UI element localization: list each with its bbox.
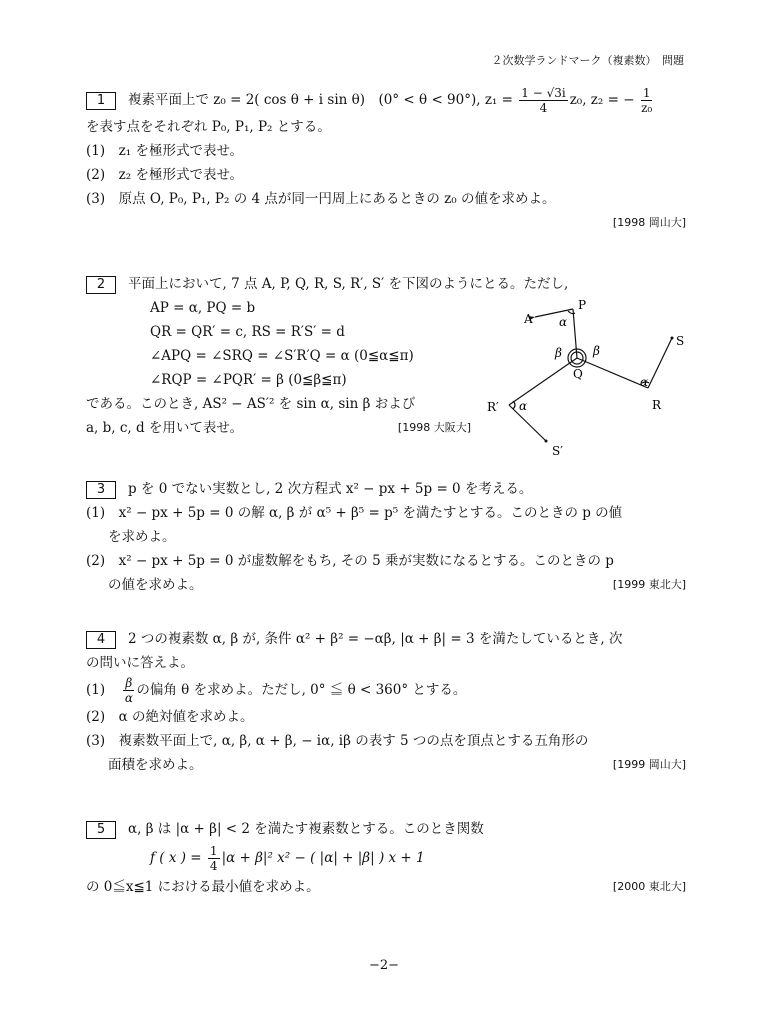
problem-text: α, β は |α + β| < 2 を満たす複素数とする。このとき関数 [128, 821, 484, 837]
question-item: (1) z₁ を極形式で表せ。 [86, 143, 244, 159]
problem-4 [86, 627, 686, 777]
segment-QR2 [509, 358, 577, 405]
problem-number: 2 [86, 276, 116, 294]
problem-text: p を 0 でない実数とし, 2 次方程式 x² − px + 5p = 0 を考える。 [128, 481, 533, 497]
angle-arc-R2 [513, 401, 515, 409]
problem-5 [86, 817, 686, 899]
problem-text: の 0≦x≦1 における最小値を求めよ。 [86, 879, 320, 895]
problem-text: 平面上において, 7 点 A, P, Q, R, S, R′, S′ を下図のようにとる。ただし, [128, 276, 569, 292]
angle-arc-P [568, 311, 575, 314]
problem-text: 複素平面上で z₀ = 2( cos θ + i sin θ) (0° < θ < 90°), z₁ = [128, 92, 513, 108]
problem-text: である。このとき, AS² − AS′² を sin α, sin β および [86, 396, 416, 412]
problem-1 [86, 86, 686, 235]
label-P: P [578, 298, 587, 312]
label-A: A [524, 312, 533, 326]
question-item: (3) 原点 O, P₀, P₁, P₂ の 4 点が同一円周上にあるときの z₀ の値を求めよ。 [86, 191, 556, 207]
segment-AP [535, 309, 573, 317]
function-lhs: f ( x ) = [150, 850, 202, 866]
problem-text: a, b, c, d を用いて表せ。 [86, 420, 244, 436]
question-item-cont: の値を求めよ。 [108, 577, 203, 593]
source-citation: [2000 東北大] [612, 880, 686, 893]
fraction: $\frac{1}{\text{z₀}}$ [641, 86, 653, 115]
label-R: R [652, 398, 662, 412]
problem-text: を表す点をそれぞれ P₀, P₁, P₂ とする。 [86, 119, 331, 135]
question-label: (1) [86, 682, 106, 698]
label-beta-left: β [555, 346, 562, 360]
page-number: −2− [368, 958, 400, 973]
question-item: (2) z₂ を極形式で表せ。 [86, 167, 244, 183]
condition-line: QR = QR′ = c, RS = R′S′ = d [150, 324, 345, 340]
problem-number: 1 [86, 92, 116, 110]
problem-text: 2 つの複素数 α, β が, 条件 α² + β² = −αβ, |α + β| = 3 を満たしているとき, 次 [128, 631, 623, 647]
source-citation: [1998 大阪大] [397, 421, 471, 434]
problem-number: 4 [86, 631, 116, 649]
segment-PQ [573, 309, 577, 358]
source-citation: [1998 岡山大] [612, 216, 686, 229]
condition-line: ∠RQP = ∠PQR′ = β (0≦β≦π) [150, 372, 347, 388]
fraction: $\frac{\beta}{\alpha}$ [124, 676, 133, 705]
segment-R2S2 [509, 405, 546, 441]
question-item: (2) α の絶対値を求めよ。 [86, 709, 254, 725]
geometry-figure [480, 295, 700, 465]
question-item: (1) x² − px + 5p = 0 の解 α, β が α⁵ + β⁵ = p⁵ を満たすとする。このときの p の値 [86, 505, 623, 521]
function-rhs: |α + β|² x² − ( |α| + |β| ) x + 1 [221, 850, 425, 866]
question-item-cont: を求めよ。 [108, 529, 176, 545]
fraction: $\frac{1 - √3i}{4}$ [521, 86, 566, 115]
label-S-prime: S′ [552, 444, 563, 458]
source-citation: [1999 東北大] [612, 578, 686, 591]
fraction: $\frac{1}{4}$ [209, 844, 218, 873]
label-Q: Q [573, 367, 583, 381]
question-item-cont: 面積を求めよ。 [108, 757, 203, 773]
question-item: (3) 複素数平面上で, α, β, α + β, − iα, iβ の表す 5 つの点を頂点とする五角形の [86, 733, 589, 749]
label-alpha-R-prime: α [519, 399, 528, 413]
label-S: S [676, 334, 685, 348]
label-alpha-P: α [559, 315, 568, 329]
label-R-prime: R′ [487, 400, 499, 414]
condition-line: AP = α, PQ = b [150, 300, 256, 316]
problem-number: 5 [86, 821, 116, 839]
problem-number: 3 [86, 481, 116, 499]
label-alpha-R: α [640, 375, 649, 389]
label-beta-right: β [593, 344, 600, 358]
point-S [671, 337, 674, 340]
question-item: (2) x² − px + 5p = 0 が虚数解をもち, その 5 乗が実数になるとする。このときの p [86, 553, 614, 569]
segment-QR [577, 358, 648, 388]
problem-3 [86, 477, 686, 597]
segment-RS [648, 338, 672, 388]
problem-text: z₀, z₂ = − [569, 92, 635, 108]
problem-text: の問いに答えよ。 [86, 655, 194, 671]
condition-line: ∠APQ = ∠SRQ = ∠S′R′Q = α (0≦α≦π) [150, 348, 414, 364]
page-header: ２次数学ランドマーク（複素数） 問題 [491, 54, 684, 67]
source-citation: [1999 岡山大] [612, 758, 686, 771]
question-item: の偏角 θ を求めよ。ただし, 0° ≦ θ < 360° とする。 [136, 682, 467, 698]
point-S2 [545, 440, 548, 443]
